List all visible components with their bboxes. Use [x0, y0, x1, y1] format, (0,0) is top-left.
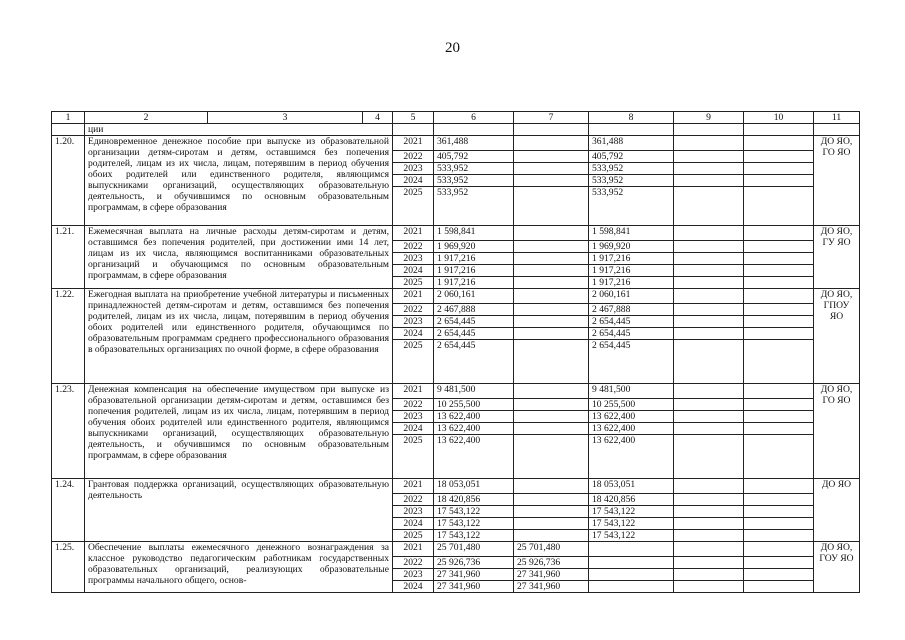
column-10-cell [744, 423, 814, 435]
header-cell-4: 4 [363, 112, 393, 124]
column-9-cell [674, 136, 744, 151]
regional-amount-cell: 533,952 [589, 175, 674, 187]
page-number: 20 [445, 40, 460, 56]
year-cell: 2023 [393, 163, 434, 175]
regional-amount-cell: 13 622,400 [589, 423, 674, 435]
regional-amount-cell: 1 969,920 [589, 241, 674, 253]
federal-amount-cell [514, 253, 589, 265]
column-9-cell [674, 151, 744, 163]
table-row [52, 384, 860, 399]
total-amount-cell: 17 543,122 [434, 518, 514, 530]
column-10-cell [744, 506, 814, 518]
year-cell: 2023 [393, 569, 434, 581]
column-10-cell [744, 411, 814, 423]
regional-amount-cell: 1 917,216 [589, 277, 674, 289]
regional-amount-cell: 17 543,122 [589, 518, 674, 530]
total-amount-cell: 13 622,400 [434, 411, 514, 423]
regional-amount-cell: 13 622,400 [589, 411, 674, 423]
column-9-cell [674, 265, 744, 277]
executor-cell: ДО ЯО, ГПОУ ЯО [814, 289, 860, 384]
regional-amount-cell: 2 060,161 [589, 289, 674, 304]
year-cell: 2023 [393, 506, 434, 518]
table-body [52, 124, 860, 593]
federal-amount-cell [514, 187, 589, 226]
column-10-cell [744, 187, 814, 226]
federal-amount-cell: 25 926,736 [514, 557, 589, 569]
year-cell: 2025 [393, 277, 434, 289]
regional-amount-cell: 533,952 [589, 163, 674, 175]
table-row [52, 226, 860, 241]
column-10-cell [744, 518, 814, 530]
item-description: Ежемесячная выплата на личные расходы детям-сиротам и детям, оставшимся без попечения родителей, при достижении ими 14 лет, лицам из их числа, являющимся воспитанниками образовательных организаций и обучающимся по основным образовательным программам, в сфере образования [85, 226, 393, 289]
table-row [52, 289, 860, 304]
column-10-cell [744, 435, 814, 479]
column-9-cell [674, 226, 744, 241]
column-10-cell [744, 479, 814, 494]
column-9-cell [674, 530, 744, 542]
column-9-cell [674, 399, 744, 411]
column-9-cell [674, 542, 744, 557]
header-cell-7: 7 [514, 112, 589, 124]
regional-amount-cell: 17 543,122 [589, 506, 674, 518]
regional-amount-cell: 10 255,500 [589, 399, 674, 411]
header-cell-3: 3 [208, 112, 363, 124]
column-10-cell [744, 304, 814, 316]
carry-over-row [52, 124, 860, 136]
column-9-cell [674, 581, 744, 593]
federal-amount-cell [514, 479, 589, 494]
regional-amount-cell: 1 917,216 [589, 253, 674, 265]
column-10-cell [744, 384, 814, 399]
executor-cell: ДО ЯО, ГУ ЯО [814, 226, 860, 289]
column-10-cell [744, 151, 814, 163]
column-9-cell [674, 304, 744, 316]
year-cell: 2025 [393, 435, 434, 479]
column-9-cell [674, 494, 744, 506]
year-cell: 2025 [393, 187, 434, 226]
column-9-cell [674, 569, 744, 581]
column-10-cell [744, 530, 814, 542]
column-10-cell [744, 277, 814, 289]
year-cell: 2024 [393, 328, 434, 340]
column-9-cell [674, 289, 744, 304]
column-10-cell [744, 163, 814, 175]
year-cell: 2023 [393, 411, 434, 423]
header-cell-6: 6 [434, 112, 514, 124]
column-9-cell [674, 479, 744, 494]
total-amount-cell: 13 622,400 [434, 435, 514, 479]
year-cell: 2023 [393, 316, 434, 328]
column-10-cell [744, 136, 814, 151]
column-10-cell [744, 241, 814, 253]
federal-amount-cell [514, 530, 589, 542]
year-cell: 2024 [393, 581, 434, 593]
year-cell: 2025 [393, 340, 434, 384]
total-amount-cell: 2 654,445 [434, 328, 514, 340]
header-cell-10: 10 [744, 112, 814, 124]
federal-amount-cell [514, 328, 589, 340]
header-cell-9: 9 [674, 112, 744, 124]
year-cell: 2024 [393, 518, 434, 530]
regional-amount-cell [589, 569, 674, 581]
header-cell-2: 2 [85, 112, 208, 124]
column-10-cell [744, 340, 814, 384]
federal-amount-cell: 27 341,960 [514, 569, 589, 581]
federal-amount-cell [514, 411, 589, 423]
federal-amount-cell [514, 340, 589, 384]
total-amount-cell: 405,792 [434, 151, 514, 163]
column-10-cell [744, 265, 814, 277]
header-cell-5: 5 [393, 112, 434, 124]
federal-amount-cell [514, 304, 589, 316]
regional-amount-cell: 405,792 [589, 151, 674, 163]
total-amount-cell: 18 420,856 [434, 494, 514, 506]
table-row [52, 479, 860, 494]
column-9-cell [674, 163, 744, 175]
regional-amount-cell: 2 654,445 [589, 328, 674, 340]
total-amount-cell: 13 622,400 [434, 423, 514, 435]
executor-cell: ДО ЯО, ГО ЯО [814, 384, 860, 479]
total-amount-cell: 533,952 [434, 175, 514, 187]
table-row [52, 136, 860, 151]
total-amount-cell: 1 598,841 [434, 226, 514, 241]
program-table [51, 111, 860, 593]
total-amount-cell: 10 255,500 [434, 399, 514, 411]
column-9-cell [674, 253, 744, 265]
total-amount-cell: 2 654,445 [434, 316, 514, 328]
column-9-cell [674, 277, 744, 289]
year-cell: 2024 [393, 175, 434, 187]
federal-amount-cell [514, 494, 589, 506]
year-cell: 2024 [393, 265, 434, 277]
regional-amount-cell: 18 420,856 [589, 494, 674, 506]
year-cell: 2022 [393, 557, 434, 569]
item-number: 1.20. [52, 136, 85, 226]
total-amount-cell: 27 341,960 [434, 581, 514, 593]
column-10-cell [744, 494, 814, 506]
year-cell: 2021 [393, 136, 434, 151]
regional-amount-cell [589, 557, 674, 569]
total-amount-cell: 533,952 [434, 163, 514, 175]
federal-amount-cell [514, 175, 589, 187]
year-cell: 2022 [393, 151, 434, 163]
column-9-cell [674, 384, 744, 399]
column-10-cell [744, 542, 814, 557]
header-row [52, 112, 860, 124]
regional-amount-cell: 2 654,445 [589, 340, 674, 384]
federal-amount-cell [514, 241, 589, 253]
column-9-cell [674, 435, 744, 479]
total-amount-cell: 17 543,122 [434, 530, 514, 542]
item-description: Грантовая поддержка организаций, осуществляющих образовательную деятельность [85, 479, 393, 542]
executor-cell: ДО ЯО, ГОУ ЯО [814, 542, 860, 593]
federal-amount-cell [514, 289, 589, 304]
regional-amount-cell: 18 053,051 [589, 479, 674, 494]
federal-amount-cell [514, 399, 589, 411]
header-cell-11: 11 [814, 112, 860, 124]
regional-amount-cell: 9 481,500 [589, 384, 674, 399]
year-cell: 2025 [393, 530, 434, 542]
column-10-cell [744, 289, 814, 304]
total-amount-cell: 361,488 [434, 136, 514, 151]
year-cell: 2024 [393, 423, 434, 435]
year-cell: 2023 [393, 253, 434, 265]
total-amount-cell: 2 654,445 [434, 340, 514, 384]
year-cell: 2022 [393, 494, 434, 506]
regional-amount-cell: 2 654,445 [589, 316, 674, 328]
total-amount-cell: 18 053,051 [434, 479, 514, 494]
total-amount-cell: 2 467,888 [434, 304, 514, 316]
item-description: Обеспечение выплаты ежемесячного денежного вознаграждения за классное руководство педагогическим работникам государственных образовательных организаций, реализующих образовательные программы начального общего, основ- [85, 542, 393, 593]
column-9-cell [674, 187, 744, 226]
item-number: 1.21. [52, 226, 85, 289]
column-9-cell [674, 241, 744, 253]
item-number: 1.24. [52, 479, 85, 542]
column-10-cell [744, 175, 814, 187]
item-number: 1.23. [52, 384, 85, 479]
column-10-cell [744, 226, 814, 241]
federal-amount-cell [514, 226, 589, 241]
regional-amount-cell: 1 598,841 [589, 226, 674, 241]
federal-amount-cell [514, 316, 589, 328]
regional-amount-cell: 361,488 [589, 136, 674, 151]
regional-amount-cell [589, 542, 674, 557]
year-cell: 2021 [393, 542, 434, 557]
federal-amount-cell [514, 518, 589, 530]
column-9-cell [674, 411, 744, 423]
column-9-cell [674, 423, 744, 435]
carry-over-text: ции [85, 124, 393, 136]
regional-amount-cell: 13 622,400 [589, 435, 674, 479]
federal-amount-cell [514, 136, 589, 151]
header-cell-1: 1 [52, 112, 85, 124]
item-description: Денежная компенсация на обеспечение имуществом при выпуске из образовательной организации детям-сиротам и детям, оставшимся без попечения родителей, лицам из их числа, лицам, потерявшим в период обучения обоих родителей или единственного родителя, являющимся выпускниками организаций, осуществляющих образовательную деятельность, и обучившимся по основным образовательным программам, в сфере образования [85, 384, 393, 479]
regional-amount-cell: 2 467,888 [589, 304, 674, 316]
regional-amount-cell [589, 581, 674, 593]
column-10-cell [744, 569, 814, 581]
column-9-cell [674, 557, 744, 569]
year-cell: 2021 [393, 226, 434, 241]
year-cell: 2021 [393, 289, 434, 304]
total-amount-cell: 533,952 [434, 187, 514, 226]
total-amount-cell: 25 926,736 [434, 557, 514, 569]
column-9-cell [674, 506, 744, 518]
total-amount-cell: 25 701,480 [434, 542, 514, 557]
item-number: 1.25. [52, 542, 85, 593]
year-cell: 2021 [393, 384, 434, 399]
column-9-cell [674, 175, 744, 187]
federal-amount-cell [514, 435, 589, 479]
column-9-cell [674, 328, 744, 340]
executor-cell: ДО ЯО, ГО ЯО [814, 136, 860, 226]
total-amount-cell: 17 543,122 [434, 506, 514, 518]
total-amount-cell: 9 481,500 [434, 384, 514, 399]
total-amount-cell: 27 341,960 [434, 569, 514, 581]
year-cell: 2022 [393, 241, 434, 253]
regional-amount-cell: 17 543,122 [589, 530, 674, 542]
federal-amount-cell [514, 384, 589, 399]
regional-amount-cell: 1 917,216 [589, 265, 674, 277]
federal-amount-cell [514, 151, 589, 163]
column-10-cell [744, 253, 814, 265]
item-description: Единовременное денежное пособие при выпуске из образовательной организации детям-сиротам и детям, оставшимся без попечения родителей, лицам из их числа, лицам, потерявшим в период обучения обоих родителей или единственного родителя, являющимся выпускниками организаций, осуществляющих образовательную деятельность, и обучившимся по основным образовательным программам, в сфере образования [85, 136, 393, 226]
column-9-cell [674, 340, 744, 384]
federal-amount-cell [514, 265, 589, 277]
table-row [52, 542, 860, 557]
federal-amount-cell: 25 701,480 [514, 542, 589, 557]
federal-amount-cell [514, 423, 589, 435]
total-amount-cell: 1 969,920 [434, 241, 514, 253]
column-10-cell [744, 557, 814, 569]
total-amount-cell: 1 917,216 [434, 253, 514, 265]
year-cell: 2021 [393, 479, 434, 494]
total-amount-cell: 1 917,216 [434, 277, 514, 289]
column-10-cell [744, 328, 814, 340]
year-cell: 2022 [393, 304, 434, 316]
total-amount-cell: 1 917,216 [434, 265, 514, 277]
column-10-cell [744, 399, 814, 411]
federal-amount-cell [514, 506, 589, 518]
regional-amount-cell: 533,952 [589, 187, 674, 226]
federal-amount-cell [514, 163, 589, 175]
year-cell: 2022 [393, 399, 434, 411]
executor-cell: ДО ЯО [814, 479, 860, 542]
item-number: 1.22. [52, 289, 85, 384]
column-10-cell [744, 316, 814, 328]
item-description: Ежегодная выплата на приобретение учебной литературы и письменных принадлежностей детям-сиротам и детям, оставшимся без попечения родителей, лицам из их числа, лицам, потерявшим в период обучения обоих родителей или единственного родителя, обучающимся по образовательным программам среднего профессионального образования в образовательных организациях по очной форме, в сфере образования [85, 289, 393, 384]
total-amount-cell: 2 060,161 [434, 289, 514, 304]
header-cell-8: 8 [589, 112, 674, 124]
column-10-cell [744, 581, 814, 593]
federal-amount-cell: 27 341,960 [514, 581, 589, 593]
column-9-cell [674, 316, 744, 328]
column-9-cell [674, 518, 744, 530]
federal-amount-cell [514, 277, 589, 289]
